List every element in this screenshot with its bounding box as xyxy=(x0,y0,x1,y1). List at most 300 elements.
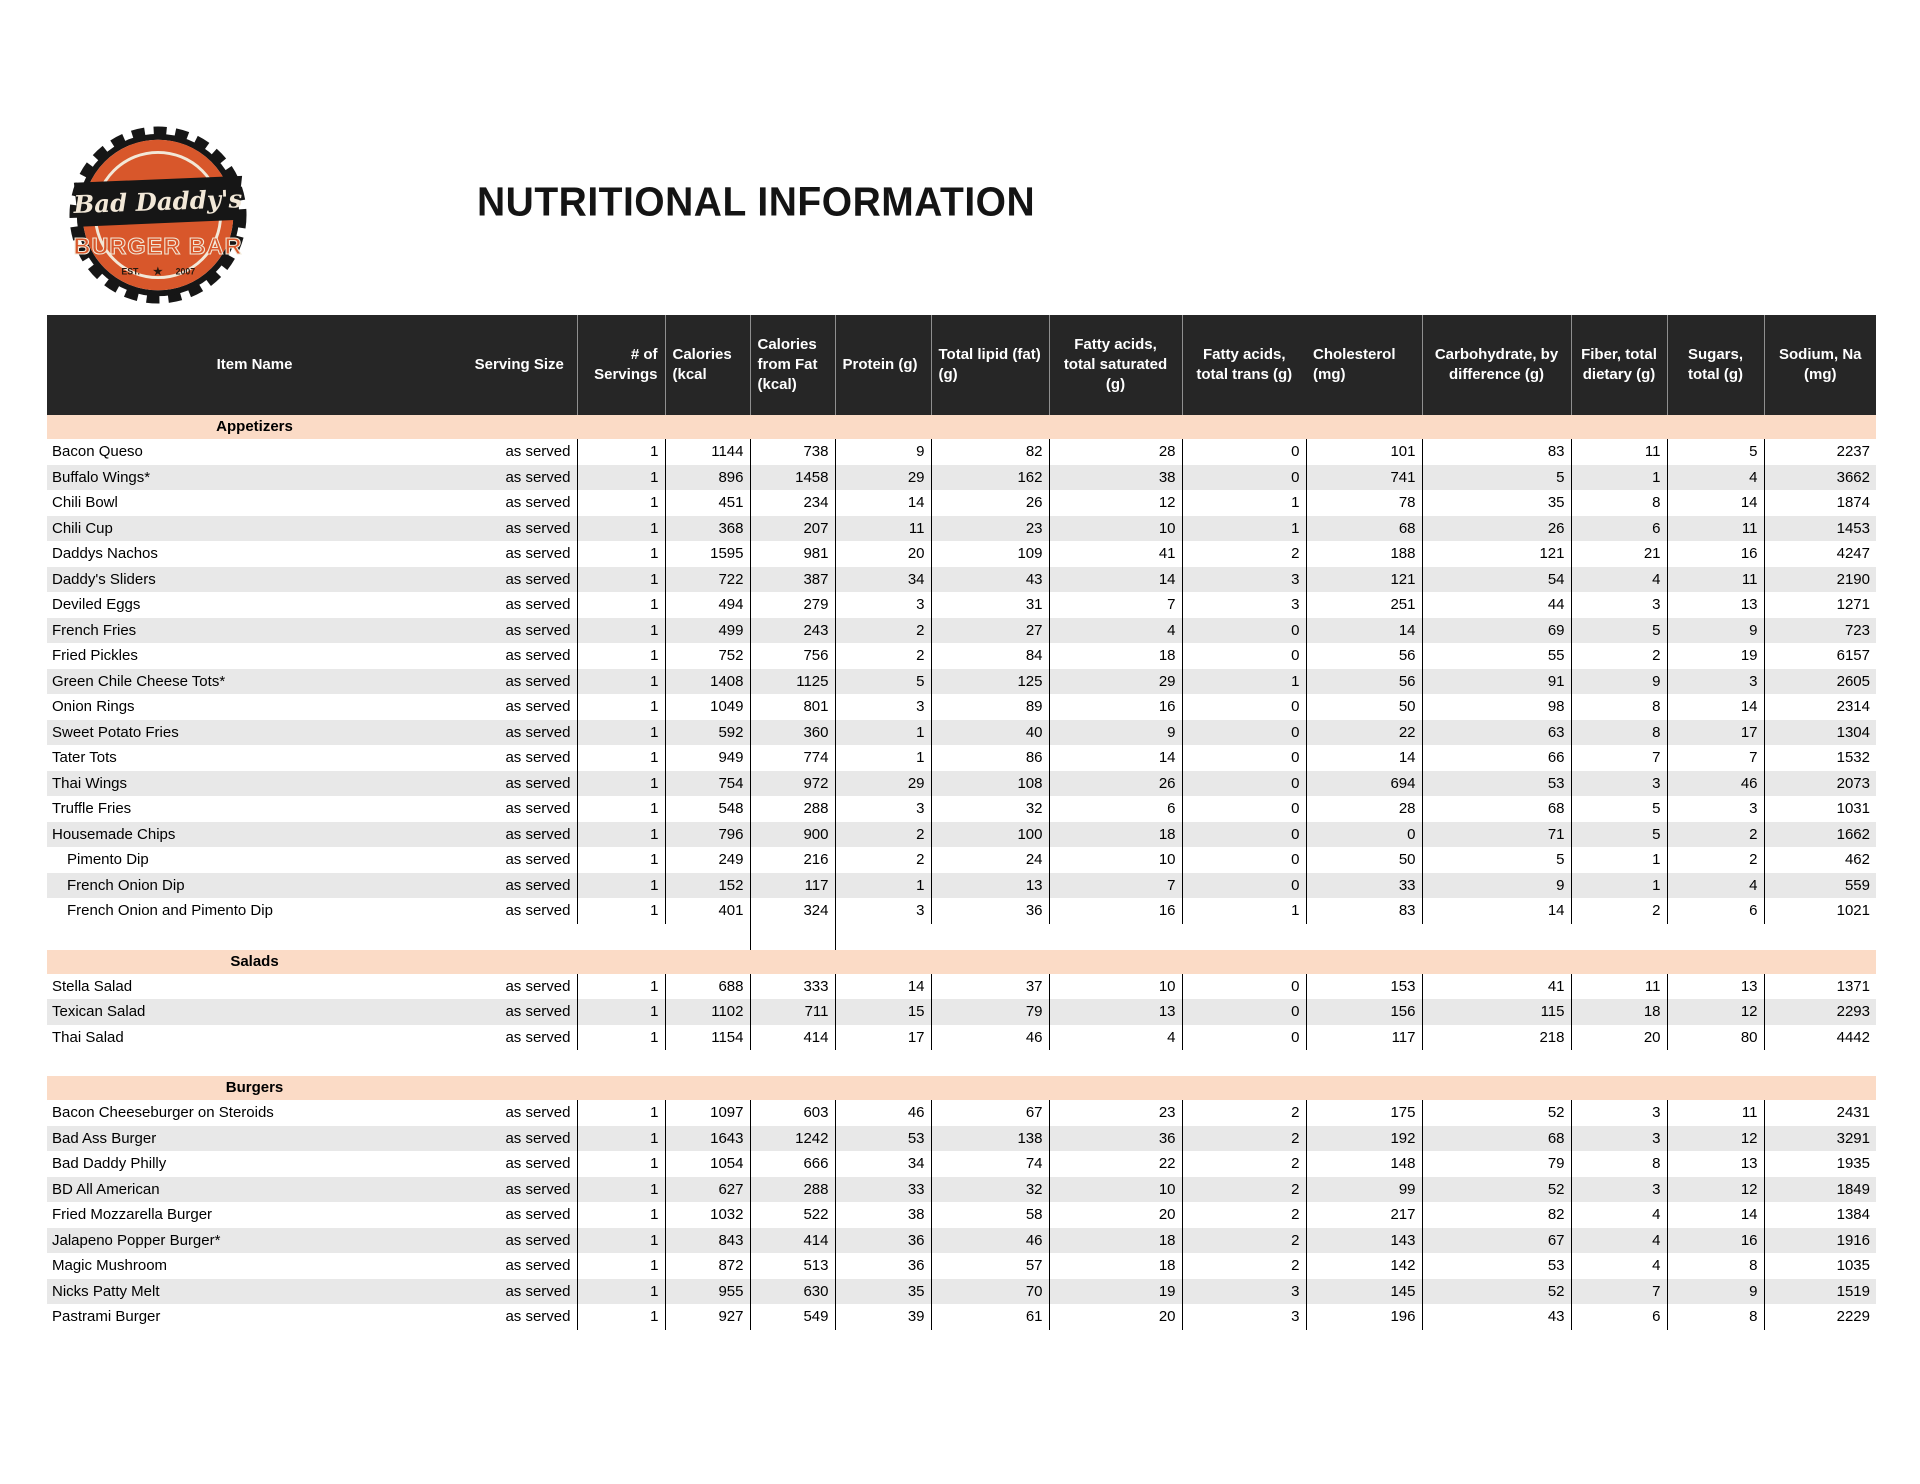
item-name: Daddy's Sliders xyxy=(47,567,462,593)
table-row-french-fries xyxy=(47,618,1876,644)
value-cell: 46 xyxy=(931,1025,1049,1051)
serving-size-value: as served xyxy=(462,465,577,491)
item-name: Bad Ass Burger xyxy=(47,1126,462,1152)
item-name: Pimento Dip xyxy=(47,847,462,873)
value-cell: 1154 xyxy=(665,1025,750,1051)
value-cell: 627 xyxy=(665,1177,750,1203)
value-cell: 14 xyxy=(1667,1202,1764,1228)
value-cell: 741 xyxy=(1306,465,1422,491)
item-name: Bacon Queso xyxy=(47,439,462,465)
value-cell: 0 xyxy=(1182,974,1306,1000)
value-cell: 1849 xyxy=(1764,1177,1876,1203)
value-cell: 0 xyxy=(1182,796,1306,822)
value-cell: 1 xyxy=(1182,669,1306,695)
value-cell: 1 xyxy=(577,1100,665,1126)
value-cell: 4 xyxy=(1571,1202,1667,1228)
serving-size-value: as served xyxy=(462,1100,577,1126)
serving-size-value: as served xyxy=(462,1151,577,1177)
table-row-bad-ass-burger xyxy=(47,1126,1876,1152)
est-label-text: EST. xyxy=(121,266,140,277)
value-cell: 1 xyxy=(577,1177,665,1203)
table-row-daddy-s-sliders xyxy=(47,567,1876,593)
nutrition-table xyxy=(47,315,1876,1330)
value-cell: 67 xyxy=(931,1100,1049,1126)
value-cell: 14 xyxy=(835,974,931,1000)
spacer-row xyxy=(47,924,1876,950)
value-cell: 1 xyxy=(577,567,665,593)
value-cell: 18 xyxy=(1049,643,1182,669)
value-cell: 50 xyxy=(1306,694,1422,720)
value-cell: 36 xyxy=(931,898,1049,924)
value-cell: 34 xyxy=(835,567,931,593)
value-cell: 84 xyxy=(931,643,1049,669)
value-cell: 14 xyxy=(1667,490,1764,516)
value-cell: 11 xyxy=(1667,567,1764,593)
value-cell: 1 xyxy=(577,1126,665,1152)
value-cell: 251 xyxy=(1306,592,1422,618)
value-cell: 414 xyxy=(750,1228,835,1254)
value-cell: 4 xyxy=(1049,1025,1182,1051)
value-cell: 3 xyxy=(1571,1177,1667,1203)
value-cell: 11 xyxy=(1571,974,1667,1000)
section-band-cell xyxy=(47,1076,1876,1100)
item-name: Bad Daddy Philly xyxy=(47,1151,462,1177)
value-cell: 2 xyxy=(835,618,931,644)
value-cell: 121 xyxy=(1306,567,1422,593)
value-cell: 46 xyxy=(931,1228,1049,1254)
value-cell: 22 xyxy=(1306,720,1422,746)
value-cell: 14 xyxy=(1049,567,1182,593)
value-cell: 23 xyxy=(1049,1100,1182,1126)
value-cell: 13 xyxy=(1667,1151,1764,1177)
item-name: French Fries xyxy=(47,618,462,644)
value-cell: 108 xyxy=(931,771,1049,797)
value-cell: 1097 xyxy=(665,1100,750,1126)
spacer-cell xyxy=(47,924,462,950)
value-cell: 981 xyxy=(750,541,835,567)
page-title: NUTRITIONAL INFORMATION xyxy=(477,180,1036,225)
value-cell: 41 xyxy=(1049,541,1182,567)
value-cell: 0 xyxy=(1182,618,1306,644)
value-cell: 401 xyxy=(665,898,750,924)
spacer-cell xyxy=(1182,924,1306,950)
value-cell: 2190 xyxy=(1764,567,1876,593)
value-cell: 162 xyxy=(931,465,1049,491)
value-cell: 0 xyxy=(1182,1025,1306,1051)
value-cell: 10 xyxy=(1049,516,1182,542)
spacer-row xyxy=(47,1050,1876,1076)
value-cell: 20 xyxy=(1049,1202,1182,1228)
value-cell: 12 xyxy=(1049,490,1182,516)
value-cell: 16 xyxy=(1667,541,1764,567)
value-cell: 2073 xyxy=(1764,771,1876,797)
table-row-chili-cup xyxy=(47,516,1876,542)
value-cell: 3 xyxy=(835,592,931,618)
spacer-cell xyxy=(1667,924,1764,950)
col-header-fiber-total-dietary-g: Fiber, total dietary (g) xyxy=(1571,315,1667,415)
value-cell: 801 xyxy=(750,694,835,720)
serving-size-value: as served xyxy=(462,847,577,873)
header-row xyxy=(47,315,1876,415)
value-cell: 1595 xyxy=(665,541,750,567)
value-cell: 16 xyxy=(1049,898,1182,924)
value-cell: 33 xyxy=(1306,873,1422,899)
value-cell: 949 xyxy=(665,745,750,771)
serving-size-value: as served xyxy=(462,822,577,848)
value-cell: 78 xyxy=(1306,490,1422,516)
value-cell: 153 xyxy=(1306,974,1422,1000)
value-cell: 1049 xyxy=(665,694,750,720)
value-cell: 34 xyxy=(835,1151,931,1177)
table-row-fried-pickles xyxy=(47,643,1876,669)
value-cell: 1 xyxy=(577,999,665,1025)
table-row-truffle-fries xyxy=(47,796,1876,822)
value-cell: 5 xyxy=(1571,618,1667,644)
value-cell: 333 xyxy=(750,974,835,1000)
value-cell: 117 xyxy=(750,873,835,899)
spacer-cell xyxy=(1422,1050,1571,1076)
value-cell: 143 xyxy=(1306,1228,1422,1254)
value-cell: 218 xyxy=(1422,1025,1571,1051)
value-cell: 35 xyxy=(1422,490,1571,516)
value-cell: 9 xyxy=(1422,873,1571,899)
value-cell: 52 xyxy=(1422,1177,1571,1203)
item-name: Magic Mushroom xyxy=(47,1253,462,1279)
item-name: BD All American xyxy=(47,1177,462,1203)
value-cell: 1532 xyxy=(1764,745,1876,771)
serving-size-value: as served xyxy=(462,490,577,516)
value-cell: 50 xyxy=(1306,847,1422,873)
serving-size-value: as served xyxy=(462,974,577,1000)
value-cell: 1242 xyxy=(750,1126,835,1152)
item-name: Thai Wings xyxy=(47,771,462,797)
spacer-cell xyxy=(1764,924,1876,950)
value-cell: 175 xyxy=(1306,1100,1422,1126)
value-cell: 5 xyxy=(1422,847,1571,873)
value-cell: 57 xyxy=(931,1253,1049,1279)
table-header xyxy=(47,315,1876,415)
value-cell: 83 xyxy=(1306,898,1422,924)
value-cell: 1 xyxy=(577,490,665,516)
value-cell: 1 xyxy=(577,745,665,771)
value-cell: 18 xyxy=(1571,999,1667,1025)
value-cell: 2293 xyxy=(1764,999,1876,1025)
value-cell: 26 xyxy=(1049,771,1182,797)
value-cell: 1643 xyxy=(665,1126,750,1152)
item-name: Bacon Cheeseburger on Steroids xyxy=(47,1100,462,1126)
value-cell: 0 xyxy=(1306,822,1422,848)
value-cell: 1519 xyxy=(1764,1279,1876,1305)
value-cell: 74 xyxy=(931,1151,1049,1177)
value-cell: 559 xyxy=(1764,873,1876,899)
value-cell: 21 xyxy=(1571,541,1667,567)
value-cell: 1144 xyxy=(665,439,750,465)
value-cell: 15 xyxy=(835,999,931,1025)
serving-size-value: as served xyxy=(462,1304,577,1330)
value-cell: 1032 xyxy=(665,1202,750,1228)
value-cell: 955 xyxy=(665,1279,750,1305)
value-cell: 2 xyxy=(835,643,931,669)
table-row-bacon-queso xyxy=(47,439,1876,465)
value-cell: 98 xyxy=(1422,694,1571,720)
serving-size-value: as served xyxy=(462,745,577,771)
value-cell: 3 xyxy=(1571,592,1667,618)
value-cell: 67 xyxy=(1422,1228,1571,1254)
value-cell: 666 xyxy=(750,1151,835,1177)
value-cell: 9 xyxy=(1049,720,1182,746)
value-cell: 53 xyxy=(1422,1253,1571,1279)
value-cell: 288 xyxy=(750,1177,835,1203)
value-cell: 2 xyxy=(1571,898,1667,924)
item-name: Daddys Nachos xyxy=(47,541,462,567)
table-body xyxy=(47,415,1876,1330)
spacer-cell xyxy=(1182,1050,1306,1076)
value-cell: 288 xyxy=(750,796,835,822)
value-cell: 40 xyxy=(931,720,1049,746)
value-cell: 2 xyxy=(1182,1151,1306,1177)
table-row-french-onion-dip xyxy=(47,873,1876,899)
spacer-cell xyxy=(665,924,750,950)
value-cell: 1 xyxy=(577,592,665,618)
value-cell: 2 xyxy=(1667,822,1764,848)
value-cell: 1031 xyxy=(1764,796,1876,822)
value-cell: 68 xyxy=(1422,796,1571,822)
value-cell: 13 xyxy=(931,873,1049,899)
value-cell: 774 xyxy=(750,745,835,771)
value-cell: 1408 xyxy=(665,669,750,695)
section-label: Salads xyxy=(230,952,279,970)
value-cell: 55 xyxy=(1422,643,1571,669)
value-cell: 138 xyxy=(931,1126,1049,1152)
item-name: Housemade Chips xyxy=(47,822,462,848)
value-cell: 1 xyxy=(577,439,665,465)
value-cell: 79 xyxy=(1422,1151,1571,1177)
value-cell: 6 xyxy=(1571,516,1667,542)
value-cell: 36 xyxy=(1049,1126,1182,1152)
value-cell: 1021 xyxy=(1764,898,1876,924)
value-cell: 2 xyxy=(1667,847,1764,873)
value-cell: 1 xyxy=(1571,873,1667,899)
table-row-bad-daddy-philly xyxy=(47,1151,1876,1177)
table-row-stella-salad xyxy=(47,974,1876,1000)
value-cell: 99 xyxy=(1306,1177,1422,1203)
value-cell: 32 xyxy=(931,1177,1049,1203)
value-cell: 52 xyxy=(1422,1279,1571,1305)
value-cell: 4 xyxy=(1049,618,1182,644)
value-cell: 722 xyxy=(665,567,750,593)
value-cell: 17 xyxy=(1667,720,1764,746)
value-cell: 4247 xyxy=(1764,541,1876,567)
value-cell: 0 xyxy=(1182,999,1306,1025)
value-cell: 28 xyxy=(1306,796,1422,822)
spacer-cell xyxy=(1306,924,1422,950)
serving-size-value: as served xyxy=(462,1228,577,1254)
value-cell: 20 xyxy=(1571,1025,1667,1051)
value-cell: 37 xyxy=(931,974,1049,1000)
value-cell: 499 xyxy=(665,618,750,644)
value-cell: 29 xyxy=(835,465,931,491)
value-cell: 68 xyxy=(1422,1126,1571,1152)
value-cell: 1 xyxy=(835,873,931,899)
value-cell: 1 xyxy=(577,465,665,491)
value-cell: 80 xyxy=(1667,1025,1764,1051)
serving-size-value: as served xyxy=(462,1025,577,1051)
item-name: Pastrami Burger xyxy=(47,1304,462,1330)
value-cell: 6 xyxy=(1049,796,1182,822)
value-cell: 756 xyxy=(750,643,835,669)
table-row-green-chile-cheese-tots xyxy=(47,669,1876,695)
value-cell: 1 xyxy=(577,669,665,695)
bottle-cap-badge xyxy=(60,126,256,304)
table-row-daddys-nachos xyxy=(47,541,1876,567)
value-cell: 86 xyxy=(931,745,1049,771)
value-cell: 8 xyxy=(1571,694,1667,720)
value-cell: 1 xyxy=(577,898,665,924)
serving-size-value: as served xyxy=(462,567,577,593)
value-cell: 1 xyxy=(577,1304,665,1330)
value-cell: 1 xyxy=(577,796,665,822)
value-cell: 32 xyxy=(931,796,1049,822)
value-cell: 0 xyxy=(1182,694,1306,720)
value-cell: 1304 xyxy=(1764,720,1876,746)
spacer-cell xyxy=(577,924,665,950)
value-cell: 46 xyxy=(1667,771,1764,797)
value-cell: 100 xyxy=(931,822,1049,848)
section-band-salads xyxy=(47,950,1876,974)
value-cell: 1453 xyxy=(1764,516,1876,542)
section-band-burgers xyxy=(47,1076,1876,1100)
value-cell: 1054 xyxy=(665,1151,750,1177)
value-cell: 324 xyxy=(750,898,835,924)
serving-size-value: as served xyxy=(462,1279,577,1305)
value-cell: 14 xyxy=(1667,694,1764,720)
value-cell: 1 xyxy=(577,847,665,873)
section-band-appetizers xyxy=(47,415,1876,439)
value-cell: 10 xyxy=(1049,1177,1182,1203)
serving-size-value: as served xyxy=(462,1253,577,1279)
value-cell: 12 xyxy=(1667,999,1764,1025)
value-cell: 117 xyxy=(1306,1025,1422,1051)
value-cell: 38 xyxy=(835,1202,931,1228)
value-cell: 13 xyxy=(1667,974,1764,1000)
value-cell: 1 xyxy=(577,1025,665,1051)
value-cell: 8 xyxy=(1667,1304,1764,1330)
value-cell: 1 xyxy=(835,720,931,746)
value-cell: 3 xyxy=(1182,1279,1306,1305)
value-cell: 1874 xyxy=(1764,490,1876,516)
value-cell: 630 xyxy=(750,1279,835,1305)
table-row-bacon-cheeseburger-on-steroids xyxy=(47,1100,1876,1126)
table-row-fried-mozzarella-burger xyxy=(47,1202,1876,1228)
item-name: Texican Salad xyxy=(47,999,462,1025)
value-cell: 9 xyxy=(1667,1279,1764,1305)
value-cell: 1 xyxy=(577,822,665,848)
value-cell: 234 xyxy=(750,490,835,516)
value-cell: 1371 xyxy=(1764,974,1876,1000)
value-cell: 53 xyxy=(835,1126,931,1152)
value-cell: 711 xyxy=(750,999,835,1025)
value-cell: 900 xyxy=(750,822,835,848)
value-cell: 0 xyxy=(1182,847,1306,873)
value-cell: 18 xyxy=(1049,1253,1182,1279)
value-cell: 462 xyxy=(1764,847,1876,873)
serving-size-value: as served xyxy=(462,439,577,465)
value-cell: 18 xyxy=(1049,1228,1182,1254)
value-cell: 4 xyxy=(1571,1228,1667,1254)
section-band-cell xyxy=(47,415,1876,439)
item-name: Chili Cup xyxy=(47,516,462,542)
value-cell: 8 xyxy=(1571,720,1667,746)
value-cell: 20 xyxy=(835,541,931,567)
item-name: French Onion Dip xyxy=(47,873,462,899)
value-cell: 3 xyxy=(1571,771,1667,797)
spacer-cell xyxy=(835,924,931,950)
table-row-bd-all-american xyxy=(47,1177,1876,1203)
value-cell: 494 xyxy=(665,592,750,618)
value-cell: 738 xyxy=(750,439,835,465)
value-cell: 2229 xyxy=(1764,1304,1876,1330)
value-cell: 6157 xyxy=(1764,643,1876,669)
col-header-fatty-acids-total-trans-g: Fatty acids, total trans (g) xyxy=(1182,315,1306,415)
value-cell: 217 xyxy=(1306,1202,1422,1228)
value-cell: 1 xyxy=(835,745,931,771)
col-header-cholesterol-mg: Cholesterol (mg) xyxy=(1306,315,1422,415)
table-row-sweet-potato-fries xyxy=(47,720,1876,746)
value-cell: 89 xyxy=(931,694,1049,720)
value-cell: 3 xyxy=(835,694,931,720)
star-icon: ★ xyxy=(152,263,164,279)
value-cell: 1 xyxy=(577,694,665,720)
value-cell: 35 xyxy=(835,1279,931,1305)
value-cell: 3291 xyxy=(1764,1126,1876,1152)
value-cell: 2 xyxy=(1182,1202,1306,1228)
value-cell: 53 xyxy=(1422,771,1571,797)
section-band-cell xyxy=(47,950,1876,974)
serving-size-value: as served xyxy=(462,1126,577,1152)
value-cell: 17 xyxy=(835,1025,931,1051)
value-cell: 12 xyxy=(1667,1177,1764,1203)
value-cell: 7 xyxy=(1049,592,1182,618)
table-row-jalapeno-popper-burger xyxy=(47,1228,1876,1254)
serving-size-value: as served xyxy=(462,720,577,746)
value-cell: 11 xyxy=(835,516,931,542)
value-cell: 1 xyxy=(577,1253,665,1279)
value-cell: 52 xyxy=(1422,1100,1571,1126)
value-cell: 41 xyxy=(1422,974,1571,1000)
value-cell: 522 xyxy=(750,1202,835,1228)
value-cell: 12 xyxy=(1667,1126,1764,1152)
value-cell: 36 xyxy=(835,1228,931,1254)
spacer-cell xyxy=(462,924,577,950)
value-cell: 216 xyxy=(750,847,835,873)
item-name: French Onion and Pimento Dip xyxy=(47,898,462,924)
item-name: Thai Salad xyxy=(47,1025,462,1051)
value-cell: 83 xyxy=(1422,439,1571,465)
spacer-cell xyxy=(1049,924,1182,950)
value-cell: 10 xyxy=(1049,974,1182,1000)
value-cell: 752 xyxy=(665,643,750,669)
value-cell: 0 xyxy=(1182,822,1306,848)
table-row-tater-tots xyxy=(47,745,1876,771)
spacer-cell xyxy=(931,924,1049,950)
value-cell: 16 xyxy=(1049,694,1182,720)
value-cell: 3 xyxy=(1182,592,1306,618)
col-header-item-name: Item Name xyxy=(47,315,462,415)
value-cell: 152 xyxy=(665,873,750,899)
value-cell: 2 xyxy=(1182,1177,1306,1203)
item-name: Tater Tots xyxy=(47,745,462,771)
value-cell: 70 xyxy=(931,1279,1049,1305)
